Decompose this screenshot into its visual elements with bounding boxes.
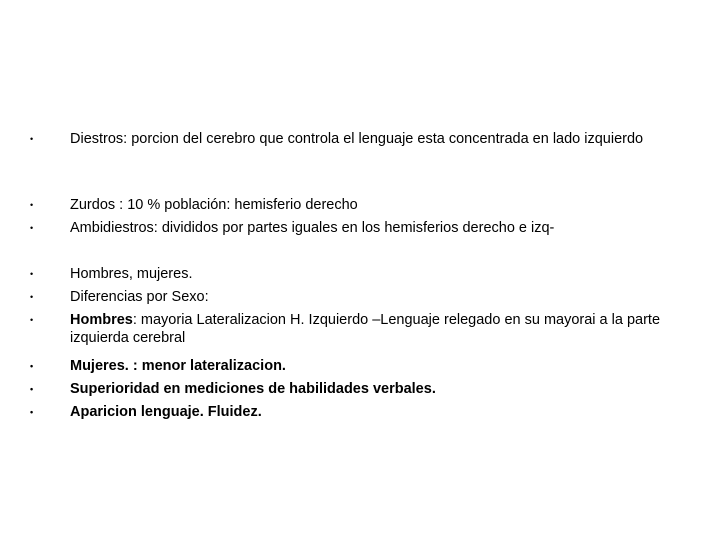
list-item-superioridad <box>30 380 690 398</box>
list-item-zurdos <box>30 196 690 214</box>
bullet: • <box>30 407 34 417</box>
item-text: Zurdos : 10 % población: hemisferio derecho <box>70 197 358 213</box>
list-item-ambidiestros <box>30 219 690 237</box>
bullet: • <box>30 269 34 279</box>
item-text: Diestros: porcion del cerebro que controla el lenguaje esta concentrada en lado izquierdo <box>70 131 644 147</box>
list-item-mujeres <box>30 357 690 375</box>
item-text: : mayoria Lateralizacion H. Izquierdo –Lenguaje relegado en su mayorai a la parte izquierda cerebral <box>70 312 661 346</box>
item-text: Ambidiestros: divididos por partes iguales en los hemisferios derecho e izq- <box>70 220 555 236</box>
item-text: Diferencias por Sexo: <box>70 289 209 305</box>
item-label: Hombres <box>70 312 133 328</box>
list-item-hombres <box>30 311 690 347</box>
list-item-aparicion <box>30 403 690 421</box>
list-item-diestros <box>30 130 690 148</box>
list-item-hombres-mujeres <box>30 265 690 283</box>
list-item-diferencias <box>30 288 690 306</box>
bullet: • <box>30 361 34 371</box>
item-text: Hombres, mujeres. <box>70 266 193 282</box>
bullet: • <box>30 384 34 394</box>
bullet: • <box>30 200 34 210</box>
bullet: • <box>30 223 34 233</box>
bullet: • <box>30 315 34 325</box>
item-text: Aparicion lenguaje. Fluidez. <box>70 404 262 420</box>
bullet: • <box>30 134 34 144</box>
bullet: • <box>30 292 34 302</box>
item-text: Superioridad en mediciones de habilidades verbales. <box>70 381 436 397</box>
item-text: Mujeres. : menor lateralizacion. <box>70 358 286 374</box>
